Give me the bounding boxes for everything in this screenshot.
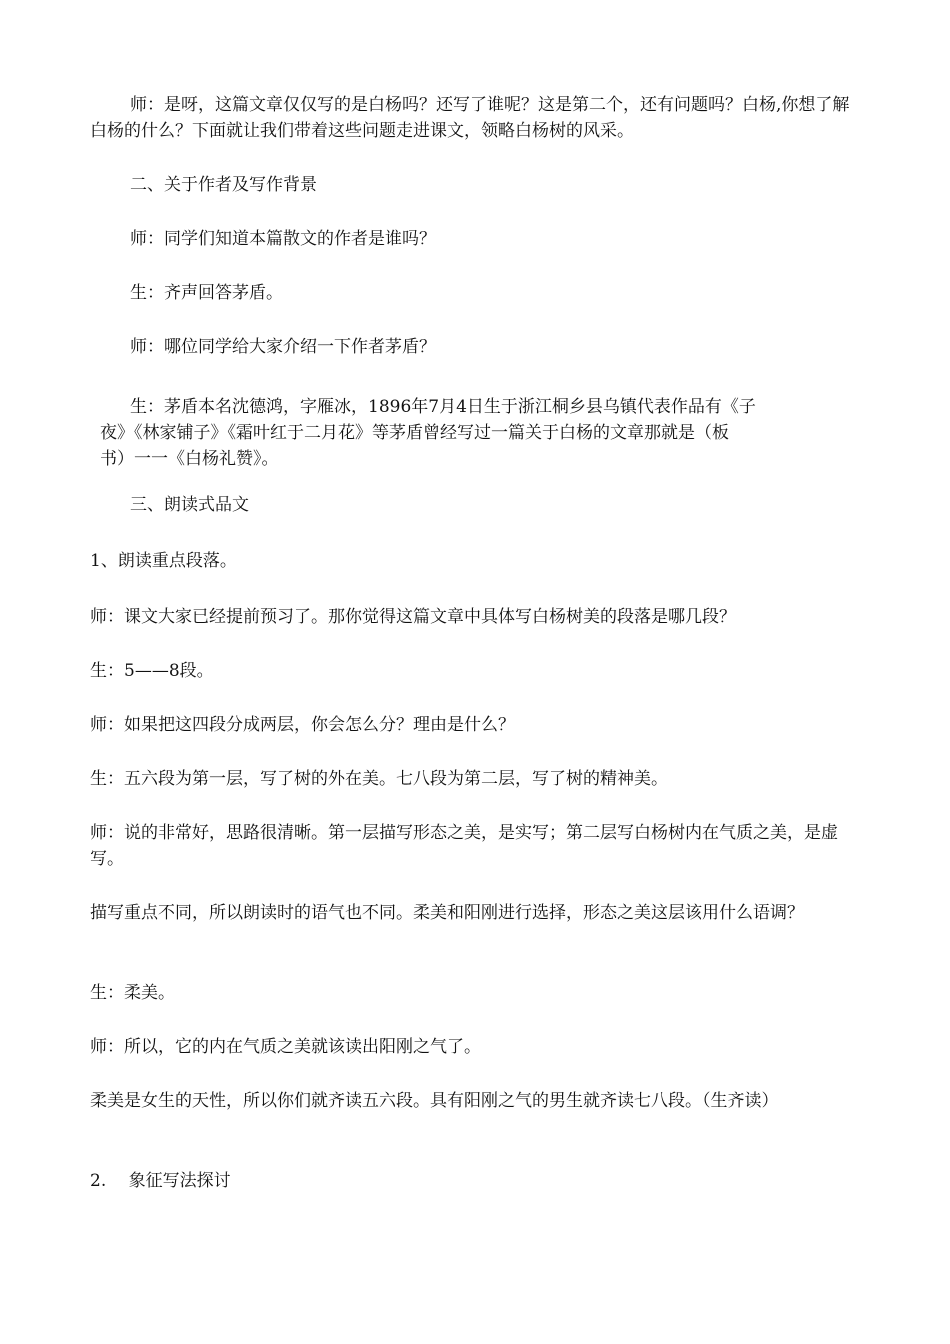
section-heading-reading: 三、朗读式品文 <box>130 495 249 515</box>
paragraph-student-layers: 生：五六段为第一层，写了树的外在美。七八段为第二层，写了树的精神美。 <box>90 769 668 789</box>
author-intro-line-3: 书）一一《白杨礼赞》。 <box>100 449 279 469</box>
subheading-symbolism: 2. 象征写法探讨 <box>90 1171 231 1191</box>
paragraph-student-paragraph-range: 生：5——8段。 <box>90 661 214 681</box>
paragraph-teacher-intro-request: 师：哪位同学给大家介绍一下作者茅盾？ <box>130 337 436 357</box>
paragraph-group-reading: 柔美是女生的天性，所以你们就齐读五六段。具有阳刚之气的男生就齐读七八段。（生齐读） <box>90 1091 779 1111</box>
paragraph-teacher-masculine: 师：所以，它的内在气质之美就该读出阳刚之气了。 <box>90 1037 481 1057</box>
author-intro-line-1: 生：茅盾本名沈德鸿，字雁冰，1896年7月4日生于浙江桐乡县乌镇代表作品有《子 <box>130 397 756 417</box>
section-heading-author: 二、关于作者及写作背景 <box>130 175 317 195</box>
paragraph-teacher-split-layers: 师：如果把这四段分成两层，你会怎么分？理由是什么？ <box>90 715 515 735</box>
subheading-reading-key-paragraphs: 1、朗读重点段落。 <box>90 551 237 571</box>
paragraph-student-gentle: 生：柔美。 <box>90 983 175 1003</box>
paragraph-teacher-question: 师：是呀，这篇文章仅仅写的是白杨吗？还写了谁呢？这是第二个，还有问题吗？白杨,你想了解白杨的什么？下面就让我们带着这些问题走进课文，领略白杨树的风采。 <box>90 95 850 141</box>
paragraph-teacher-ask-author: 师：同学们知道本篇散文的作者是谁吗？ <box>130 229 436 249</box>
paragraph-teacher-praise: 师：说的非常好，思路很清晰。第一层描写形态之美，是实写；第二层写白杨树内在气质之美，是虚写。 <box>90 823 838 869</box>
paragraph-author-introduction <box>90 394 840 472</box>
paragraph-teacher-which-paragraphs: 师：课文大家已经提前预习了。那你觉得这篇文章中具体写白杨树美的段落是哪几段？ <box>90 607 736 627</box>
author-intro-line-2: 夜》《林家铺子》《霜叶红于二月花》等茅盾曾经写过一篇关于白杨的文章那就是（板 <box>100 423 729 443</box>
paragraph-reading-tone: 描写重点不同，所以朗读时的语气也不同。柔美和阳刚进行选择，形态之美这层该用什么语调？ <box>90 903 804 923</box>
paragraph-student-answer: 生：齐声回答茅盾。 <box>130 283 283 303</box>
